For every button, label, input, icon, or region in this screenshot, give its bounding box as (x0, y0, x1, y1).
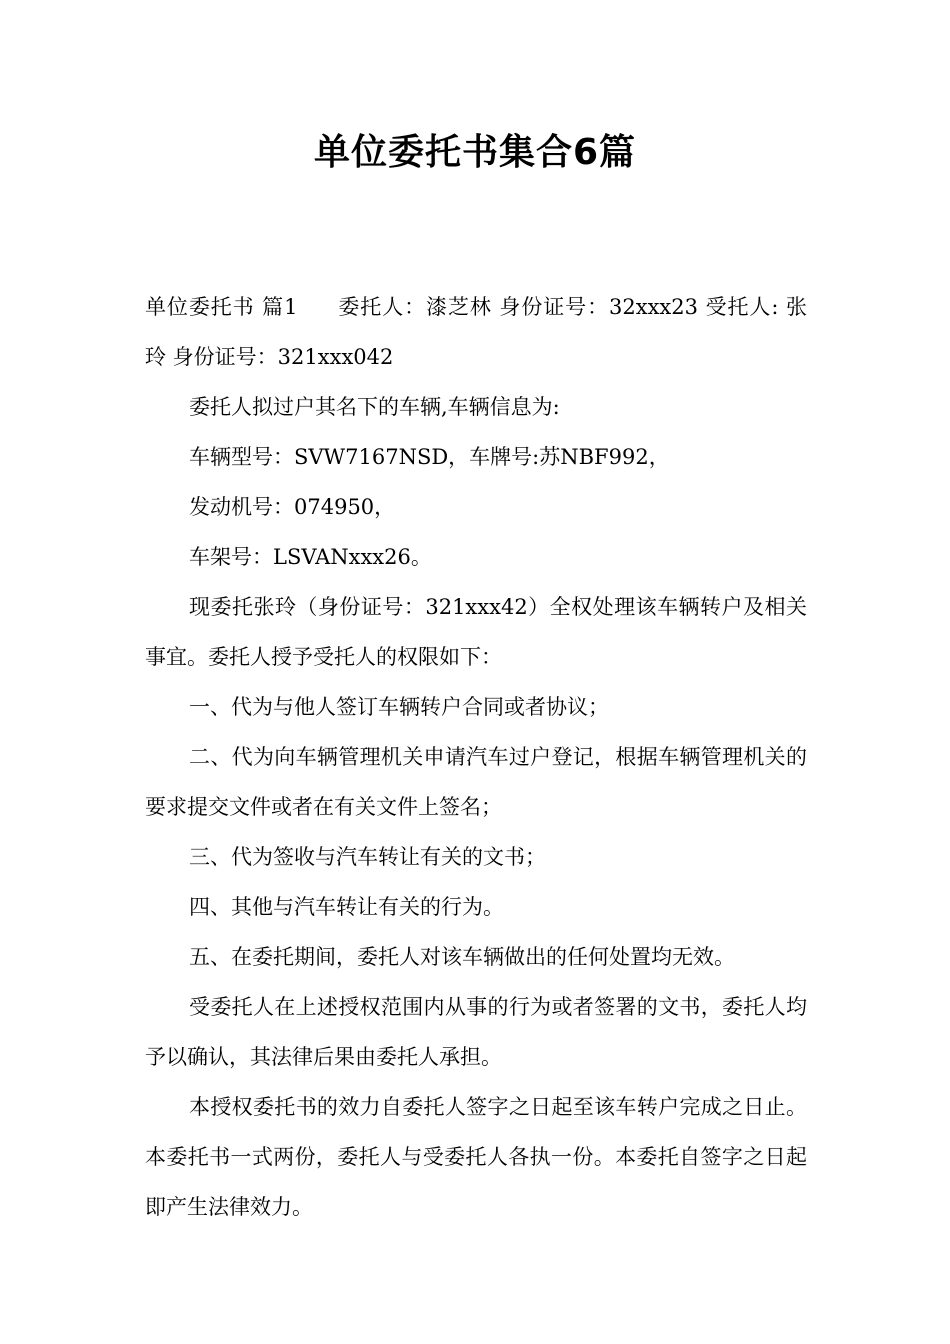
section-heading: 单位委托书 篇1 (145, 295, 298, 319)
paragraph: 委托人拟过户其名下的车辆,车辆信息为: (189, 395, 560, 419)
paragraph: 一、代为与他人签订车辆转户合同或者协议； (189, 695, 609, 719)
document-title: 单位委托书集合6篇 (313, 132, 637, 173)
paragraph: 现委托张玲（身份证号：321xxx42）全权处理该车辆转户及相关事宜。委托人授予受托人的权限如下： (145, 595, 807, 669)
paragraph: 本授权委托书的效力自委托人签字之日起至该车转户完成之日止。 本委托书一式两份，委托人与受委托人各执一份。本委托自签字之日起即产生法律效力。 (145, 1095, 807, 1219)
paragraph: 车架号：LSVANxxx26。 (189, 545, 432, 569)
paragraph: 受委托人在上述授权范围内从事的行为或者签署的文书，委托人均予以确认，其法律后果由委托人承担。 (145, 995, 807, 1069)
paragraph: 五、在委托期间，委托人对该车辆做出的任何处置均无效。 (189, 945, 735, 969)
paragraph: 发动机号：074950， (189, 495, 396, 519)
paragraph: 二、代为向车辆管理机关申请汽车过户登记，根据车辆管理机关的要求提交文件或者在有关文件上签名； (145, 745, 807, 819)
paragraph: 四、其他与汽车转让有关的行为。 (189, 895, 504, 919)
paragraph: 车辆型号：SVW7167NSD，车牌号:苏NBF992， (189, 445, 670, 469)
document-body (145, 282, 807, 1232)
parties-info: 委托人：漆芝林 身份证号：32xxx23 受托人: 张 玲 身份证号：321xxx042 (145, 295, 807, 369)
paragraph: 三、代为签收与汽车转让有关的文书； (189, 845, 546, 869)
header-paragraph (145, 282, 807, 382)
